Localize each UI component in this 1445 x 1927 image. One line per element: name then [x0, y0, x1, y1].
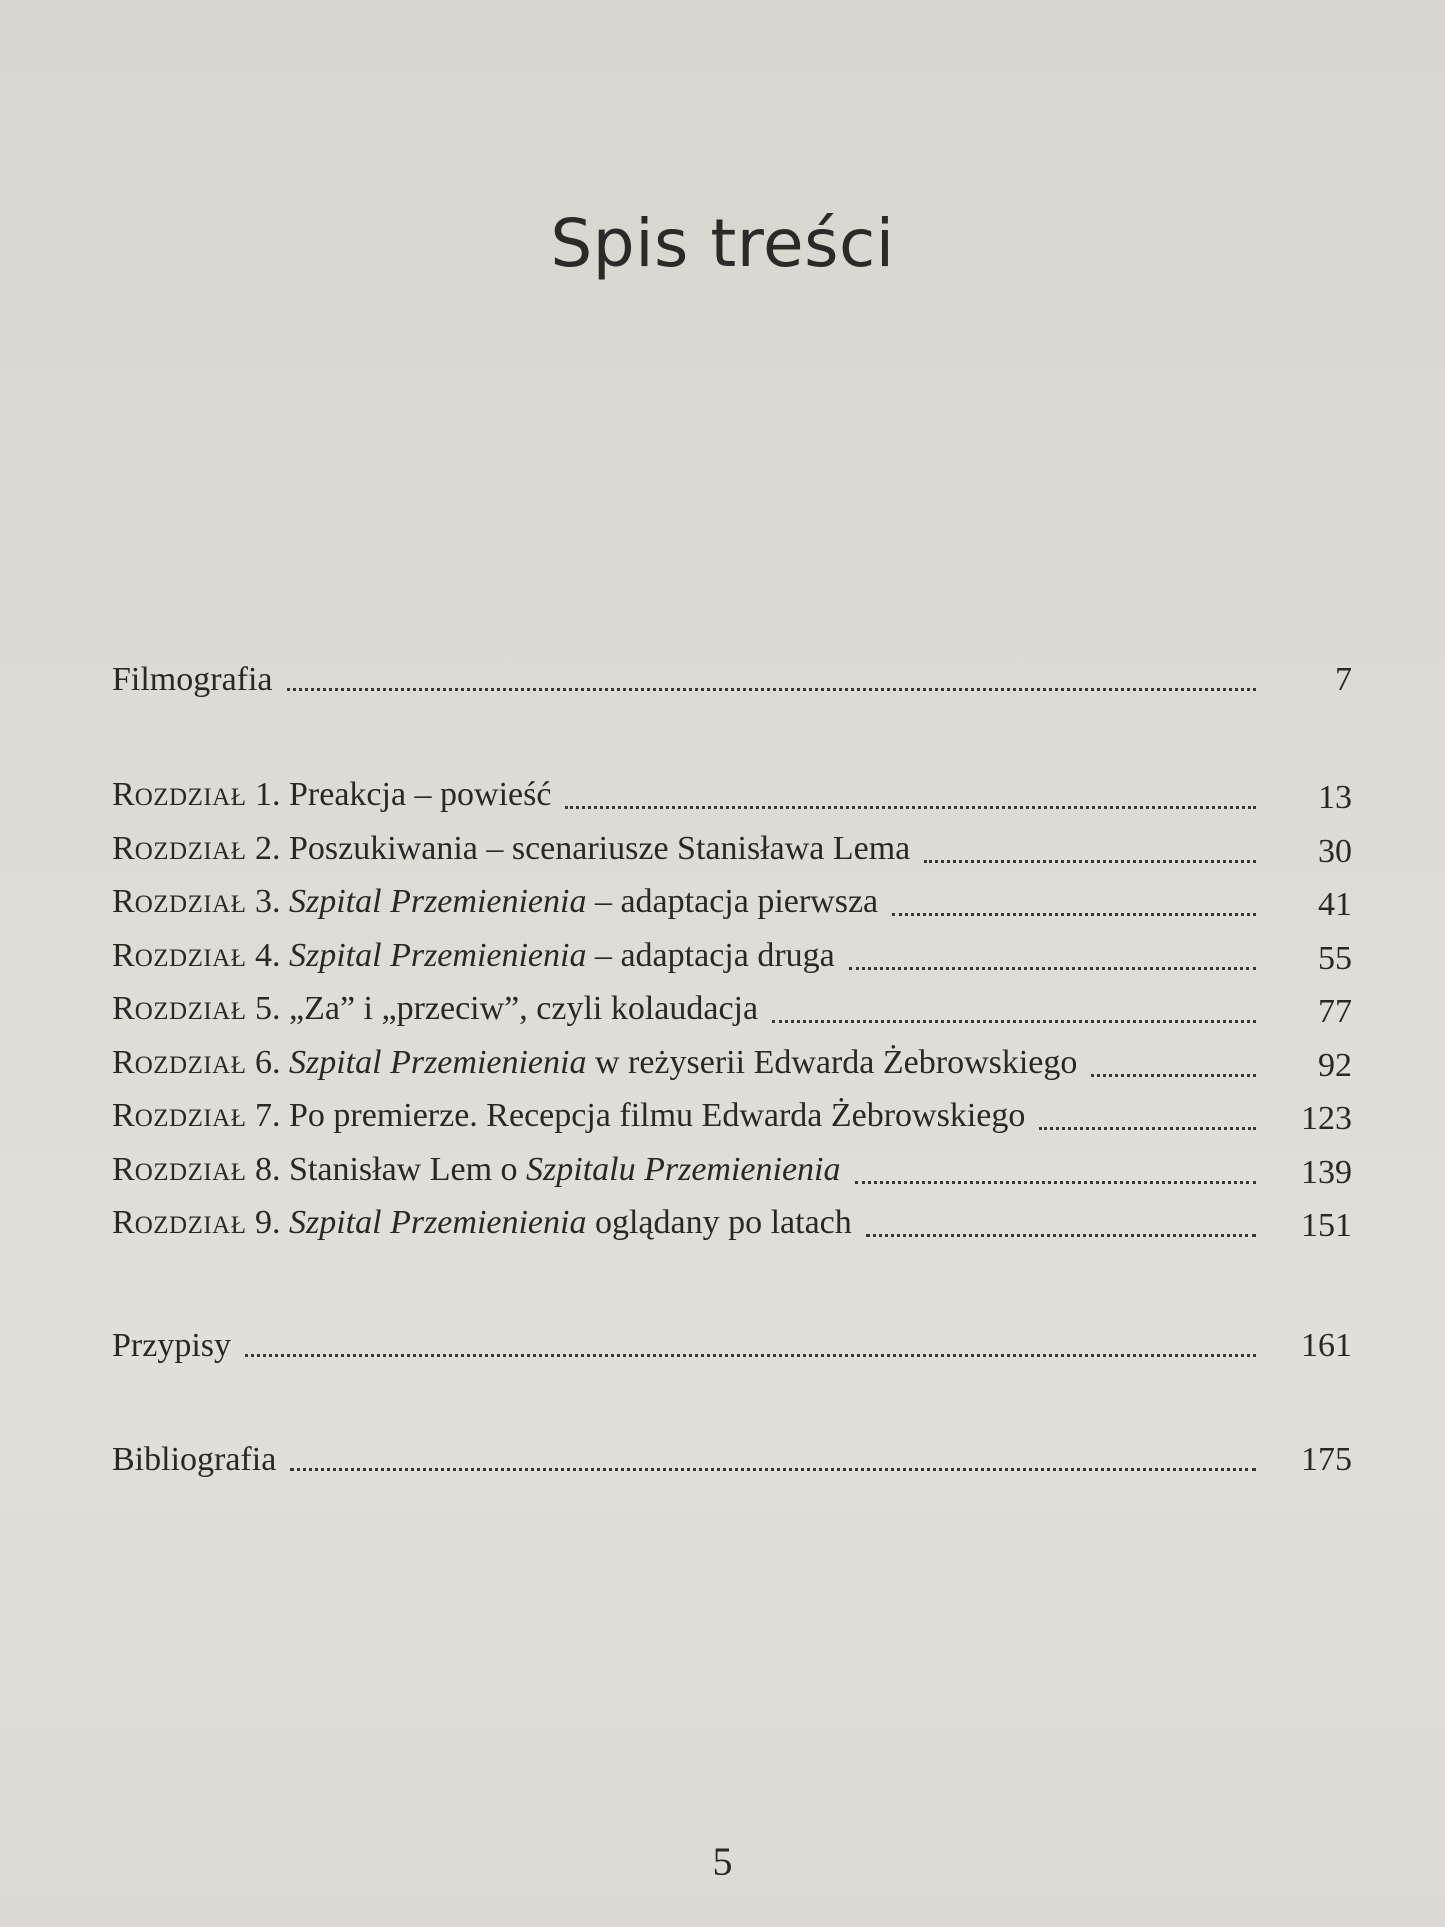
toc-page-number: 30 — [1318, 833, 1352, 870]
chapter-title-text: Preakcja – powieść — [289, 776, 552, 813]
toc-chapter-label — [112, 1203, 852, 1246]
chapter-word-rest: OZDZIAŁ — [134, 1052, 247, 1079]
toc-page-number: 77 — [1318, 993, 1352, 1030]
dot-leader — [892, 913, 1256, 916]
toc-chapter-label — [112, 775, 551, 818]
toc-entry-bibliografia — [112, 1440, 1352, 1480]
chapter-word-rest: OZDZIAŁ — [134, 784, 247, 811]
dot-leader — [1039, 1127, 1256, 1130]
chapter-title-text: Po premierze. Recepcja filmu Edwarda Żebrowskiego — [289, 1097, 1026, 1134]
toc-page-number: 7 — [1335, 661, 1352, 698]
chapter-word-initial: R — [112, 1151, 135, 1188]
chapter-word-initial: R — [112, 1204, 135, 1241]
toc-page-number: 13 — [1318, 779, 1352, 816]
dot-leader — [290, 1468, 1256, 1471]
chapter-number: 7. — [255, 1097, 281, 1134]
toc-chapter-row — [112, 989, 1352, 1032]
chapter-word-rest: OZDZIAŁ — [134, 998, 247, 1025]
dot-leader — [855, 1181, 1257, 1184]
toc-chapter-row — [112, 829, 1352, 872]
dot-leader — [245, 1354, 1256, 1357]
toc-chapter-label — [112, 989, 758, 1032]
dot-leader — [924, 860, 1256, 863]
toc-page-number: 175 — [1301, 1441, 1352, 1478]
chapter-number: 2. — [255, 830, 281, 867]
dot-leader — [866, 1234, 1256, 1237]
chapter-number: 8. — [255, 1151, 281, 1188]
toc-page-number: 41 — [1318, 886, 1352, 923]
toc-entry-przypisy — [112, 1326, 1352, 1366]
toc-chapter-row — [112, 1043, 1352, 1086]
toc-entry-label: Bibliografia — [112, 1441, 277, 1478]
chapter-title-italic: Szpitalu Przemienienia — [526, 1151, 841, 1188]
toc-entry-label: Filmografia — [112, 661, 273, 698]
dot-leader — [849, 967, 1256, 970]
toc-entry-label: Przypisy — [112, 1327, 231, 1364]
chapter-number: 4. — [255, 937, 281, 974]
chapter-title-text: – adaptacja druga — [586, 937, 835, 974]
chapter-title-italic: Szpital Przemienienia — [289, 883, 587, 920]
chapter-word-rest: OZDZIAŁ — [134, 1159, 247, 1186]
chapter-word-initial: R — [112, 776, 135, 813]
chapter-word-initial: R — [112, 937, 135, 974]
chapter-title-italic: Szpital Przemienienia — [289, 937, 587, 974]
chapter-number: 5. — [255, 990, 281, 1027]
chapter-number: 6. — [255, 1044, 281, 1081]
chapter-number: 1. — [255, 776, 281, 813]
page-title: Spis treści — [550, 205, 895, 282]
page-number: 5 — [712, 1839, 733, 1884]
dot-leader — [287, 688, 1256, 691]
toc-chapter-row — [112, 936, 1352, 979]
toc-page-number: 92 — [1318, 1047, 1352, 1084]
toc-chapter-row — [112, 1096, 1352, 1139]
chapter-title-text: Stanisław Lem o — [289, 1151, 527, 1188]
toc-page-number: 55 — [1318, 940, 1352, 977]
toc-chapter-row — [112, 775, 1352, 818]
toc-chapter-label — [112, 1043, 1077, 1086]
chapter-word-rest: OZDZIAŁ — [134, 891, 247, 918]
dot-leader — [772, 1020, 1256, 1023]
dot-leader — [565, 806, 1256, 809]
chapter-word-rest: OZDZIAŁ — [134, 945, 247, 972]
toc-page-number: 123 — [1301, 1100, 1352, 1137]
toc-chapter-label — [112, 1150, 841, 1193]
chapter-title-text: w reżyserii Edwarda Żebrowskiego — [586, 1044, 1078, 1081]
toc-page-number: 151 — [1301, 1207, 1352, 1244]
chapter-title-text: – adaptacja pierwsza — [586, 883, 879, 920]
chapter-word-rest: OZDZIAŁ — [134, 1212, 247, 1239]
chapter-title-text: oglądany po latach — [586, 1204, 852, 1241]
dot-leader — [1091, 1074, 1256, 1077]
toc-page-number: 161 — [1301, 1327, 1352, 1364]
toc-page-number: 139 — [1301, 1154, 1352, 1191]
toc-chapter-row — [112, 1150, 1352, 1193]
chapter-title-italic: Szpital Przemienienia — [289, 1204, 587, 1241]
chapter-word-rest: OZDZIAŁ — [134, 838, 247, 865]
toc-chapter-label — [112, 1096, 1025, 1139]
toc-chapter-label — [112, 829, 910, 872]
toc-chapter-label — [112, 882, 878, 925]
chapter-number: 3. — [255, 883, 281, 920]
chapter-word-rest: OZDZIAŁ — [134, 1105, 247, 1132]
toc-entry-filmografia — [112, 660, 1352, 700]
chapter-word-initial: R — [112, 883, 135, 920]
chapter-number: 9. — [255, 1204, 281, 1241]
toc-chapter-label — [112, 936, 835, 979]
chapter-title-text: Poszukiwania – scenariusze Stanisława Lema — [289, 830, 911, 867]
chapter-word-initial: R — [112, 1044, 135, 1081]
chapter-word-initial: R — [112, 830, 135, 867]
toc-chapter-row — [112, 1203, 1352, 1246]
chapter-title-text: „Za” i „przeciw”, czyli kolaudacja — [289, 990, 759, 1027]
toc-chapter-row — [112, 882, 1352, 925]
chapter-word-initial: R — [112, 990, 135, 1027]
chapter-word-initial: R — [112, 1097, 135, 1134]
chapter-title-italic: Szpital Przemienienia — [289, 1044, 587, 1081]
